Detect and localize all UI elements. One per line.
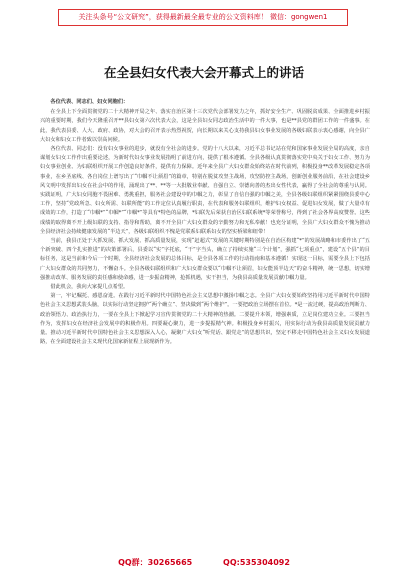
page-title: 在全县妇女代表大会开幕式上的讲话 — [103, 65, 304, 80]
qq-group-label: QQ群：30265665 — [118, 558, 193, 567]
paragraph-1: 在全县上下全面贯彻党的二十大精神开局之年、落实自治区第十三次党代会部署发力之年，抓好安全生产、巩固脱贫成果、全面推进乡村振兴的重要时期，我们今天隆重召开**县妇女第六次代表大会，这是全县妇女同志政治生活中的一件大事，也是**县党的群团工作的一件盛事。在此，我代表县委、人大、政府、政协，对大会的召开表示热烈祝贺，向长期以来关心支持我县妇女事业发展的各级妇联表示衷心感谢，向全县广大妇女和妇女工作者致以崇高问候。 — [40, 109, 370, 143]
paragraph-3: 当前，我县正处于大抓发展、抓大发展、抓高质量发展，实现“赶超式”发展的关键时期特别是在自治区构建“*”的发展战略和市委作出了“五个新突破、四个扎实推进”的决策部署后，县委以“实”字托底，“干”字当头，确立了持续实施“三个计划”，强抓“七项重点”，建设“五个县”的目标任务，这是当前和今后一个时期，全县经济社会发展的总体目标，是全县各项工作的行动指南和基本遵循！实现这一目标，需要全县上下包括广大妇女群众的共同努力，不懈奋斗。全县各级妇联组织和广大妇女群众要以“巾帼不让须眉，妇女能顶半边天”的奋斗精神，统一思想，切实增强推动改革、服务发展的责任感和使命感，进一步振奋精神，抢抓机遇，实干担当，为我县高质量发展贡献巾帼力量。 — [40, 238, 370, 281]
qq-label: QQ:535304092 — [223, 558, 290, 567]
salutation: 各位代表、同志们、妇女同胞们： — [50, 99, 129, 105]
promo-banner: 关注头条号“公文研究”，获得最新最全最专业的公文资料库！ 微信：gongwen1 — [58, 9, 348, 26]
paragraph-2: 各位代表、同志们：没有妇女事业的进步，就没有全社会的进步。党的十八大以来，习近平总书记站在党和国家事业发展全局的高度，亲自谋划女妇女工作作出重要论述，为新时代妇女事业发展指明了前进方向，提供了根本遵循。全县各级认真贯彻落实党中央关于妇女工作、努力为妇女事业创业、为妇联组织开展工作创造良好条件，提供有力保障。近年来全县广大妇女群众始终站在时代前列，积极投身**改革发展稳定各项事业，在乡圣底线、各自岗位上谱写出了“巾帼不让须眉”的篇章，特别在脱贫攻坚主战场，攻坚防控主战场，创新创业服务前沿，在社会建设乡风文明中发挥出妇女在社会中的作用，涌现出了**、**等一大批敬业奉献、自强自立、崇德向善的杰出女性代表，赢得了全社会的尊重与认同。实践证明，广大妇女同胞不畏困难、勇挑重担，服务社会建设中的巾帼之力，彰显了自信自强的巾帼之美，全县各级妇联组织紧紧围绕县委中心工作，坚持“党政所急、妇女所需、妇联所能”的工作定位认真履行职责，在代表和服务妇联组织，维护妇女权益、促进妇女发展，做了大量卓有成效的工作，打造了“巾帼*”“巾帼*”“巾帼*”等具有*特色的品牌，*妇联先后荣获自治区妇联系统*等荣誉称号，得到了社会各界高度赞誉。这些成绩的取得离不开上级妇联的支持、指导和帮助，离不开全县广大妇女群众的辛勤努力和无私奉献！也充分证明，全县广大妇女群众不愧为推动全县经济社会持续健康发展的“半边天”，各级妇联组织不愧是党联系妇联系妇女的坚实桥梁和纽带！ — [40, 146, 370, 235]
paragraph-4: 借此机会，我向大家提几点希望。 — [50, 284, 129, 291]
footer-contact — [0, 557, 408, 568]
speech-body — [40, 98, 370, 550]
paragraph-5: 第一，牢记嘱托、感恩奋进。在践行习近平新时代中国特色社会主义思想中激扬巾帼之志。全县广大妇女要始终坚持用习近平新时代中国特色社会主义思想武装头脑，以实际行动坚定拥护“两个确立”、坚决做到“两个维护”。一要把政治立场摆在首位。*是一流过硬，提高政治判断力、政治领悟力、政治执行力，一要在全县上下掀起学习宣传贯彻党的二十大精神的热潮。二要提升本领，增强素质，立足岗位建功立业。三要担当作为，发挥妇女在经济社会发展中的积极作用。四要凝心聚力，进一步提振精气神。积极投身乡村振兴，用实际行动为我县高质量发展贡献力量。推动习近平新时代中国特色社会主义思想深入人心，凝聚广大妇女“听党话、跟党走”的思想共识，坚定不移走中国特色社会主义妇女发展道路，在全面建设社会主义现代化国家新征程上展现新作为。 — [40, 293, 370, 346]
